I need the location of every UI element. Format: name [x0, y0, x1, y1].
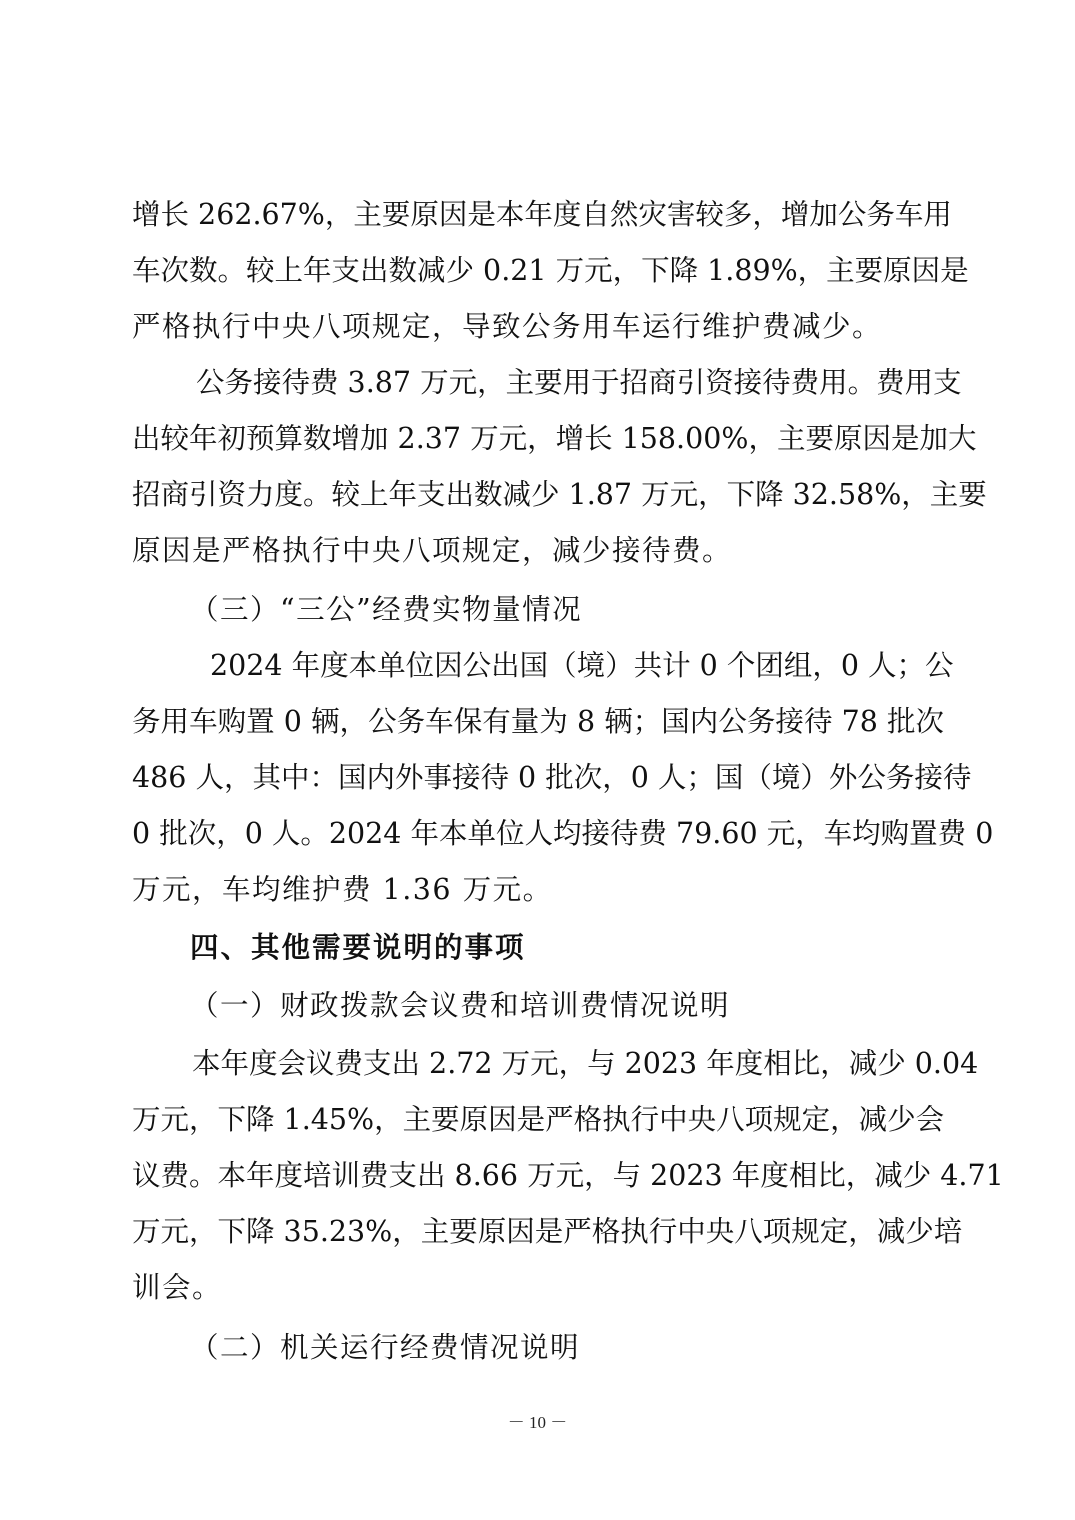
text-line: 本年度会议费支出 2.72 万元，与 2023 年度相比，减少 0.04	[192, 1047, 979, 1080]
subsection-heading: （三）“三公”经费实物量情况	[190, 593, 583, 626]
text-line: 严格执行中央八项规定，导致公务用车运行维护费减少。	[132, 310, 883, 343]
text-line: 2024 年度本单位因公出国（境）共计 0 个团组，0 人；公	[210, 649, 954, 682]
text-line: 公务接待费 3.87 万元，主要用于招商引资接待费用。费用支	[196, 366, 962, 399]
text-line: 万元，下降 1.45%，主要原因是严格执行中央八项规定，减少会	[132, 1103, 945, 1136]
text-line: 出较年初预算数增加 2.37 万元，增长 158.00%，主要原因是加大	[132, 422, 977, 455]
text-line: 议费。本年度培训费支出 8.66 万元，与 2023 年度相比，减少 4.71	[132, 1159, 1004, 1192]
text-line: 486 人，其中：国内外事接待 0 批次，0 人；国（境）外公务接待	[132, 761, 972, 794]
subsection-heading: （一）财政拨款会议费和培训费情况说明	[190, 989, 731, 1022]
section-heading: 四、其他需要说明的事项	[190, 931, 526, 964]
text-line: 万元，车均维护费 1.36 万元。	[132, 873, 553, 906]
subsection-heading: （二）机关运行经费情况说明	[190, 1331, 581, 1364]
text-line: 训会。	[132, 1271, 223, 1304]
text-line: 增长 262.67%，主要原因是本年度自然灾害较多，增加公务车用	[132, 198, 952, 231]
text-line: 0 批次，0 人。2024 年本单位人均接待费 79.60 元，车均购置费 0	[132, 817, 994, 850]
text-line: 招商引资力度。较上年支出数减少 1.87 万元，下降 32.58%，主要	[132, 478, 987, 511]
text-line: 务用车购置 0 辆，公务车保有量为 8 辆；国内公务接待 78 批次	[132, 705, 944, 738]
text-line: 万元，下降 35.23%，主要原因是严格执行中央八项规定，减少培	[132, 1215, 963, 1248]
text-line: 原因是严格执行中央八项规定，减少接待费。	[132, 534, 733, 567]
page-number: － 10 －	[507, 1413, 568, 1432]
text-line: 车次数。较上年支出数减少 0.21 万元，下降 1.89%，主要原因是	[132, 254, 969, 287]
